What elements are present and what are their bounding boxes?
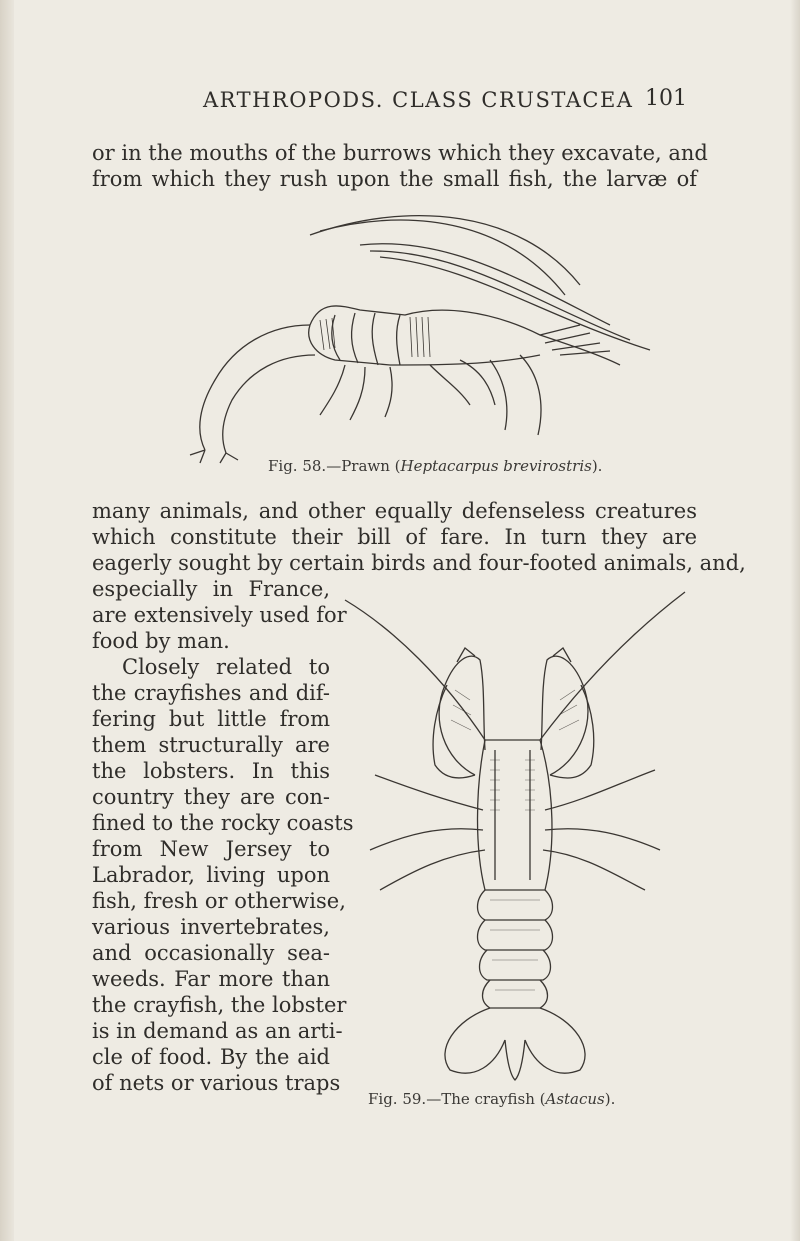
text-line: fish, fresh or otherwise,	[92, 889, 346, 913]
text-line: food by man.	[92, 629, 230, 653]
figure-59-caption: Fig. 59.—The crayfish (Astacus).	[368, 1090, 616, 1108]
figure-58-caption: Fig. 58.—Prawn (Heptacarpus brevirostris).	[268, 457, 603, 475]
page-number: 101	[645, 86, 687, 111]
text-line: of nets or various traps	[92, 1071, 341, 1095]
text-line: country they are con-	[92, 785, 330, 809]
text-line: the lobsters. In this	[92, 759, 330, 783]
text-line: cle of food. By the aid	[92, 1045, 330, 1069]
prawn-illustration	[160, 205, 680, 465]
book-spine-shadow	[0, 0, 14, 1241]
text-line: them structurally are	[92, 733, 330, 757]
text-line: is in demand as an arti-	[92, 1019, 343, 1043]
text-line: especially in France,	[92, 577, 330, 601]
text-line: and occasionally sea-	[92, 941, 330, 965]
page-edge	[790, 0, 800, 1241]
text-line: are extensively used for	[92, 603, 347, 627]
text-line: from New Jersey to	[92, 837, 330, 861]
text-line: the crayfishes and dif-	[92, 681, 330, 705]
running-title: ARTHROPODS. CLASS CRUSTACEA	[203, 88, 634, 112]
crayfish-illustration	[335, 590, 695, 1090]
text-line: Labrador, living upon	[92, 863, 330, 887]
text-line: eagerly sought by certain birds and four-footed animals, and,	[92, 551, 746, 575]
text-line: weeds. Far more than	[92, 967, 330, 991]
text-line: many animals, and other equally defenseless creatures	[92, 499, 697, 523]
text-line: various invertebrates,	[92, 915, 330, 939]
text-line: fering but little from	[92, 707, 330, 731]
text-line: the crayfish, the lobster	[92, 993, 347, 1017]
text-line: which constitute their bill of fare. In turn they are	[92, 525, 697, 549]
text-line: from which they rush upon the small fish, the larvæ of	[92, 167, 697, 191]
text-line: or in the mouths of the burrows which they excavate, and	[92, 141, 708, 165]
text-line: Closely related to	[122, 655, 330, 679]
text-line: fined to the rocky coasts	[92, 811, 354, 835]
